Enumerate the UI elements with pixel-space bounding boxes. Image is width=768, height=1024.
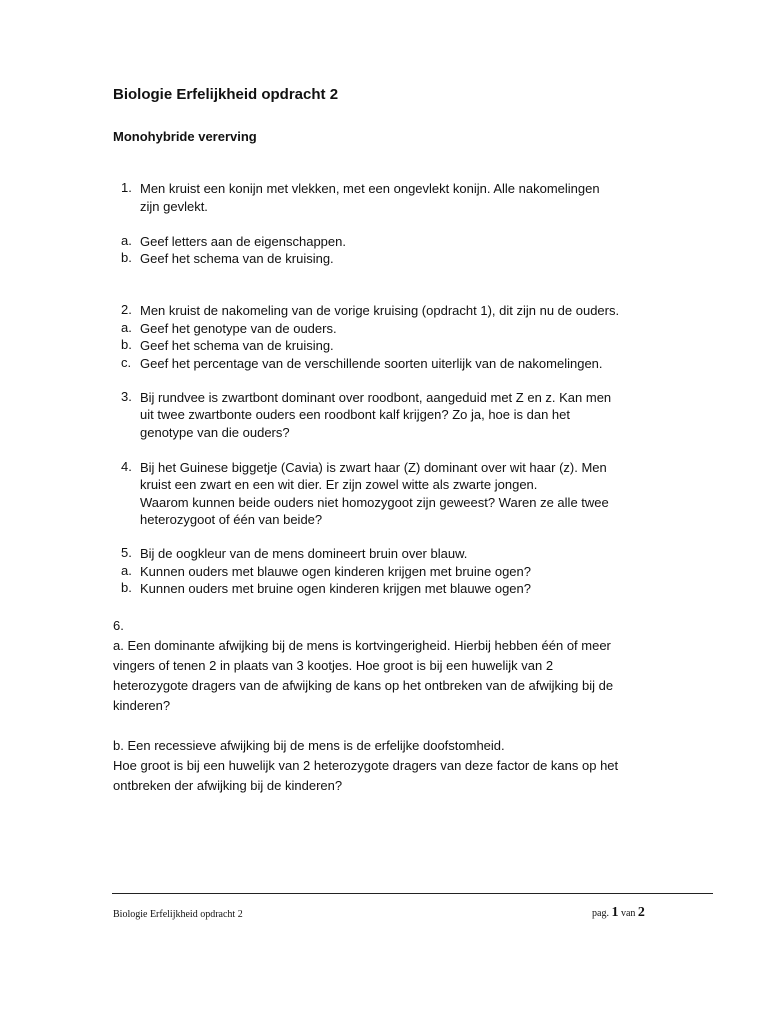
- page-number: [592, 905, 645, 921]
- question-5-text: Bij de oogkleur van de mens domineert bruin over blauw.: [140, 546, 468, 561]
- question-6a-text: a. Een dominante afwijking bij de mens is kortvingerigheid. Hierbij hebben één of meer: [113, 638, 611, 653]
- question-1b-label: b.: [121, 250, 132, 265]
- question-2a-label: a.: [121, 320, 132, 335]
- footer-title: Biologie Erfelijkheid opdracht 2: [113, 909, 243, 920]
- question-4-text-cont: kruist een zwart en een wit dier. Er zijn zowel witte als zwarte jongen.: [140, 477, 538, 492]
- question-5b-text: Kunnen ouders met bruine ogen kinderen krijgen met blauwe ogen?: [140, 581, 531, 596]
- question-4-number: 4.: [121, 459, 132, 474]
- question-5a-label: a.: [121, 563, 132, 578]
- question-1-text: Men kruist een konijn met vlekken, met een ongevlekt konijn. Alle nakomelingen: [140, 181, 600, 196]
- question-1-text-cont: zijn gevlekt.: [140, 199, 208, 214]
- question-6-number: 6.: [113, 618, 124, 633]
- question-2c-label: c.: [121, 355, 132, 370]
- section-subtitle: Monohybride vererving: [113, 129, 257, 144]
- question-1a-label: a.: [121, 233, 132, 248]
- question-1-number: 1.: [121, 180, 132, 195]
- question-6a-text-cont3: kinderen?: [113, 698, 171, 713]
- current-page: 1: [611, 905, 619, 920]
- question-2b-text: Geef het schema van de kruising.: [140, 338, 334, 353]
- question-3-text-cont: uit twee zwartbonte ouders een roodbont kalf krijgen? Zo ja, hoe is dan het: [140, 407, 570, 422]
- question-2c-text: Geef het percentage van de verschillende soorten uiterlijk van de nakomelingen.: [140, 356, 603, 371]
- question-5a-text: Kunnen ouders met blauwe ogen kinderen krijgen met bruine ogen?: [140, 564, 531, 579]
- page-label: pag.: [592, 908, 609, 919]
- question-1a-text: Geef letters aan de eigenschappen.: [140, 234, 346, 249]
- footer-divider: [112, 893, 713, 894]
- question-3-text-cont2: genotype van die ouders?: [140, 425, 290, 440]
- question-6b-text: b. Een recessieve afwijking bij de mens is de erfelijke doofstomheid.: [113, 738, 505, 753]
- question-6a-text-cont2: heterozygote dragers van de afwijking de kans op het ontbreken van de afwijking bij de: [113, 678, 614, 693]
- question-4-text-cont2: Waarom kunnen beide ouders niet homozygoot zijn geweest? Waren ze alle twee: [140, 495, 609, 510]
- question-2a-text: Geef het genotype van de ouders.: [140, 321, 337, 336]
- question-2-text: Men kruist de nakomeling van de vorige kruising (opdracht 1), dit zijn nu de ouders.: [140, 303, 620, 318]
- question-6b-text-cont2: ontbreken der afwijking bij de kinderen?: [113, 778, 343, 793]
- question-5-number: 5.: [121, 545, 132, 560]
- question-3-number: 3.: [121, 389, 132, 404]
- question-1b-text: Geef het schema van de kruising.: [140, 251, 334, 266]
- question-4-text: Bij het Guinese biggetje (Cavia) is zwart haar (Z) dominant over wit haar (z). Men: [140, 460, 607, 475]
- page-title: Biologie Erfelijkheid opdracht 2: [113, 86, 339, 103]
- question-2-number: 2.: [121, 302, 132, 317]
- question-2b-label: b.: [121, 337, 132, 352]
- question-6b-text-cont: Hoe groot is bij een huwelijk van 2 heterozygote dragers van deze factor de kans op het: [113, 758, 619, 773]
- question-4-text-cont3: heterozygoot of één van beide?: [140, 512, 323, 527]
- question-5b-label: b.: [121, 580, 132, 595]
- question-3-text: Bij rundvee is zwartbont dominant over roodbont, aangeduid met Z en z. Kan men: [140, 390, 612, 405]
- total-pages: 2: [637, 905, 645, 920]
- page-of-label: van: [620, 908, 636, 919]
- question-6a-text-cont: vingers of tenen 2 in plaats van 3 kootjes. Hoe groot is bij een huwelijk van 2: [113, 658, 554, 673]
